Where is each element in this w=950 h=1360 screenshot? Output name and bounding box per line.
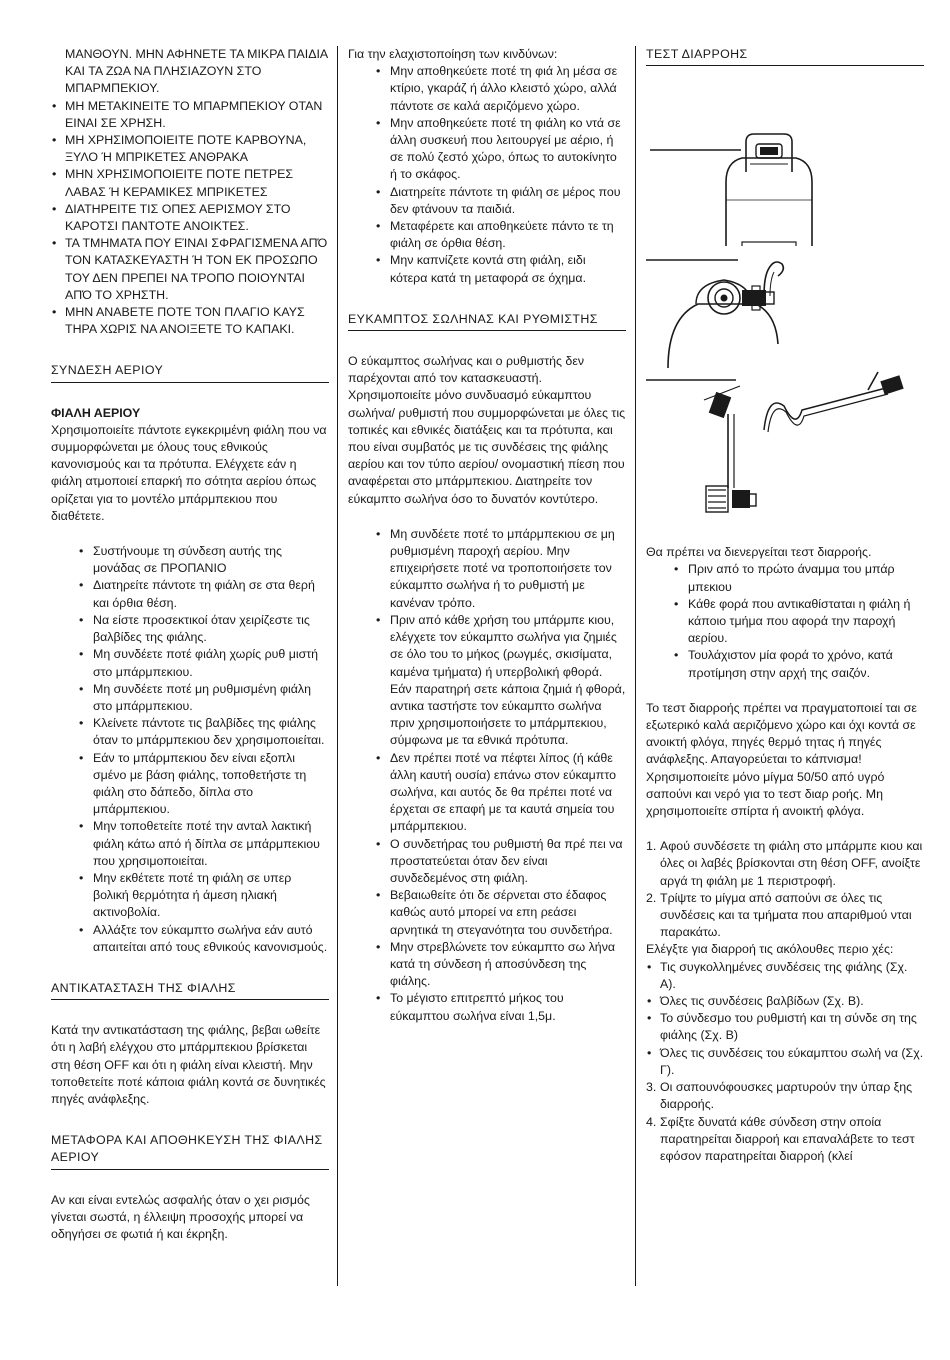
leak-test-text: Το τεστ διαρροής πρέπει να πραγματοποιεί ται σε εξωτερικό καλά αεριζόμενο χώρο και όχι κοντά σε ανοικτή φλόγα, πηγές θερμό τητας ή πηγές ανάφλεξης. Απαγορεύεται το κάπνισμα! Χρησιμοποιείτε μόνο μίγμα 50/50 από υγρό σαπούνι και νερό για το τεστ διαρ ροής. Μη χρησιμοποιείτε σπίρτα ή ανοικτή φλόγα. — [646, 700, 917, 819]
leak-when-item: • Πριν από το πρώτο άναμμα του μπάρ μπεκιου — [674, 561, 924, 595]
check-areas-text: Ελέγξτε για διαρροή τις ακόλουθες περιο χές: — [646, 942, 894, 957]
risk-item: • Διατηρείτε πάντοτε τη φιάλη σε μέρος που δεν φτάνουν τα παιδιά. — [376, 184, 626, 218]
safety-item-continued: ΜΑΝΘΟΥΝ. ΜΗΝ ΑΦΗΝΕΤΕ ΤΑ ΜΙΚΡΑ ΠΑΙΔΙΑ ΚΑΙ ΤΑ ΖΩΑ ΝΑ ΠΛΗΣΙΑΖΟΥΝ ΣΤΟ ΜΠΑΡΜΠΕΚΙΟΥ. — [65, 47, 328, 96]
hose-item: • Μη συνδέετε ποτέ το μπάρμπεκιου σε μη ρυθμισμένη παροχή αερίου. Μην επιχειρήσετε ποτέ να τροποποιήσετε τον εύκαμπτο σωλήνα ή το ρυθμιστή με κανέναν τρόπο. — [376, 526, 626, 612]
gas-bottle-item: • Αλλάξτε τον εύκαμπτο σωλήνα εάν αυτό απαιτείται από τους εθνικούς κανονισμούς. — [79, 922, 329, 956]
check-areas-list — [646, 959, 924, 1079]
leak-intro: Θα πρέπει να διενεργείται τεστ διαρροής. — [646, 545, 872, 560]
heading-leak-test: ΤΕΣΤ ΔΙΑΡΡΟΗΣ — [646, 46, 924, 66]
column-divider-1 — [337, 46, 338, 1286]
gas-bottle-list — [79, 543, 329, 956]
hose-assembly-figure — [646, 370, 924, 530]
risk-item: • Μην αποθηκεύετε ποτέ τη φιάλη κο ντά σε άλλη συσκευή που λειτουργεί με αέριο, ή σε πολύ ζεστό χώρο, όπως το αυτοκίνητο ή το σκάφος. — [376, 115, 626, 184]
heading-bottle-replacement: ΑΝΤΙΚΑΤΑΣΤΑΣΗ ΤΗΣ ΦΙΑΛΗΣ — [51, 980, 329, 1000]
gas-bottle-item: • Διατηρείτε πάντοτε τη φιάλη σε στα θερή και όρθια θέση. — [79, 577, 329, 611]
gas-bottle-figure — [646, 76, 924, 246]
leak-when-item: • Τουλάχιστον μία φορά το χρόνο, κατά προτίμηση στην αρχή της σαιζόν. — [674, 647, 924, 681]
bottle-replacement-text: Κατά την αντικατάσταση της φιάλης, βεβαι ωθείτε ότι η λαβή ελέγχου στο μπάρμπεκιου βρίσκεται στη θέση OFF και ότι η φιάλη είναι κλειστή. Μην τοποθετείτε ποτέ κάποια φιάλη κοντά σε δυνητικές πηγές ανάφλεξης. — [51, 1023, 326, 1106]
check-area-item: • Το σύνδεσμο του ρυθμιστή και τη σύνδε ση της φιάλης (Σχ. Β) — [646, 1010, 924, 1044]
gas-bottle-item: • Κλείνετε πάντοτε τις βαλβίδες της φιάλης όταν το μπάρμπεκιου δεν χρησιμοποιείται. — [79, 715, 329, 749]
hose-item: • Μην στρεβλώνετε τον εύκαμπτο σω λήνα κατά τη σύνδεση ή αποσύνδεση της φιάλης. — [376, 939, 626, 991]
leak-when-list — [674, 561, 924, 681]
safety-list — [51, 46, 329, 338]
risk-list — [376, 63, 626, 287]
gas-bottle-item: • Μη συνδέετε ποτέ φιάλη χωρίς ρυθ μιστή στο μπάρμπεκιου. — [79, 646, 329, 680]
risk-item: • Μην αποθηκεύετε ποτέ τη φιά λη μέσα σε κτίριο, γκαράζ ή άλλο κλειστό χώρο, αλλά πάντοτε σε καλά αεριζόμενο χώρο. — [376, 63, 626, 115]
column-left — [51, 46, 329, 1243]
gas-bottle-item: • Μη συνδέετε ποτέ μη ρυθμισμένη φιάλη στο μπάρμπεκιου. — [79, 681, 329, 715]
check-area-item: • Όλες τις συνδέσεις βαλβίδων (Σχ. Β). — [646, 993, 924, 1010]
safety-item: • ΜΗ ΧΡΗΣΙΜΟΠΟΙΕΙΤΕ ΠΟΤΕ ΚΑΡΒΟΥΝΑ, ΞΥΛΟ Ή ΜΠΡΙΚΕΤΕΣ ΑΝΘΡΑΚΑ — [51, 132, 329, 166]
valve-regulator-figure — [646, 248, 924, 368]
column-right — [646, 46, 924, 1165]
leak-steps-a — [646, 838, 924, 941]
leak-step: 1. Αφού συνδέσετε τη φιάλη στο μπάρμπε κιου και όλες οι λαβές βρίσκονται στη θέση OFF, ανοίξτε αργά τη φιάλη με 1 περιστροφή. — [646, 839, 923, 888]
safety-item: • ΜΗΝ ΑΝΑΒΕΤΕ ΠΟΤΕ ΤΟΝ ΠΛΑΓΙΟ ΚΑΥΣ ΤΗΡΑ ΧΩΡΙΣ ΝΑ ΑΝΟΙΞΕΤΕ ΤΟ ΚΑΠΑΚΙ. — [51, 304, 329, 338]
hose-item: • Δεν πρέπει ποτέ να πέφτει λίπος (ή κάθε άλλη καυτή ουσία) επάνω στον εύκαμπτο σωλήνα, και αυτός δε θα πρέπει ποτέ να έρχεται σε επαφή με τα καυτά σημεία του μπάρμπεκιου. — [376, 750, 626, 836]
leak-step: 4. Σφίξτε δυνατά κάθε σύνδεση στην οποία παρατηρείται διαρροή και επαναλάβετε το τεστ εφόσον παρατηρείται διαρροή (κλεί — [646, 1114, 915, 1163]
hose-regulator-text: Ο εύκαμπτος σωλήνας και ο ρυθμιστής δεν παρέχονται από τον κατασκευαστή. Χρησιμοποιείτε μόνο συνδυασμό εύκαμπτου σωλήνα/ ρυθμιστή που συμμορφώνεται με όλες τις τοπικές και εθνικές διατάξεις και τα πρότυπα, και που είναι συμβατός με τις συνδέσεις της φιάλης αερίου και τον τύπο αερίου/ ονομαστική πίεση που αναφέρεται στο μπάρμπεκιου. Διατηρείτε τον εύκαμπτο σωλήνα όσο το δυνατόν κοντύτερο. — [348, 354, 626, 506]
gas-bottle-item: • Μην τοποθετείτε ποτέ την ανταλ λακτική φιάλη κάτω από ή δίπλα σε μπάρμπεκιου που χρησιμοποιείται. — [79, 818, 329, 870]
column-divider-2 — [635, 46, 636, 1286]
leak-steps-b — [646, 1079, 924, 1165]
safety-item: • ΜΗΝ ΧΡΗΣΙΜΟΠΟΙΕΙΤΕ ΠΟΤΕ ΠΕΤΡΕΣ ΛΑΒΑΣ Ή ΚΕΡΑΜΙΚΕΣ ΜΠΡΙΚΕΤΕΣ — [51, 166, 329, 200]
hose-item: • Το μέγιστο επιτρεπτό μήκος του εύκαμπτου σωλήνα είναι 1,5μ. — [376, 990, 626, 1024]
column-middle — [348, 46, 626, 1025]
hose-item: • Βεβαιωθείτε ότι δε σέρνεται στο έδαφος καθώς αυτό μπορεί να επη ρεάσει αρνητικά τη στεγανότητα του συνδετήρα. — [376, 887, 626, 939]
leak-when-item: • Κάθε φορά που αντικαθίσταται η φιάλη ή κάποιο τμήμα που αφορά την παροχή αερίου. — [674, 596, 924, 648]
hose-list — [376, 526, 626, 1025]
risk-intro: Για την ελαχιστοποίηση των κινδύνων: — [348, 47, 558, 61]
gas-bottle-item: • Να είστε προσεκτικοί όταν χειρίζεστε τις βαλβίδες της φιάλης. — [79, 612, 329, 646]
leak-step: 2. Τρίψτε το μίγμα από σαπούνι σε όλες τις συνδέσεις και τα τμήματα που απαριθμού νται παρακάτω. — [646, 890, 912, 940]
gas-bottle-item: • Συστήνουμε τη σύνδεση αυτής της μονάδας σε ΠΡΟΠΑΝΙΟ — [79, 543, 329, 577]
risk-item: • Μην καπνίζετε κοντά στη φιάλη, ειδι κότερα κατά τη μεταφορά σε όχημα. — [376, 252, 626, 286]
risk-item: • Μεταφέρετε και αποθηκεύετε πάντο τε τη φιάλη σε όρθια θέση. — [376, 218, 626, 252]
safety-item: • ΜΗ ΜΕΤΑΚΙΝΕΙΤΕ ΤΟ ΜΠΑΡΜΠΕΚΙΟΥ ΟΤΑΝ ΕΙΝΑΙ ΣΕ ΧΡΗΣΗ. — [51, 98, 329, 132]
check-area-item: • Όλες τις συνδέσεις του εύκαμπτου σωλή να (Σχ. Γ). — [646, 1045, 924, 1079]
hose-item: • Πριν από κάθε χρήση του μπάρμπε κιου, ελέγχετε τον εύκαμπτο σωλήνα για ζημιές σε όλο του το μήκος (ρωγμές, σκισίματα, καμένα τμήματα) ή υπερβολική φθορά. Εάν παρατηρή σετε κάποια ζημιά ή φθορά, αντικα ταστήστε τον εύκαμπτο σωλήνα πριν χρησιμοποιήσετε το μπάρμπεκιου, σύμφωνα με τα εθνικά πρότυπα. — [376, 612, 626, 750]
safety-item: • ΤΑ ΤΜΗΜΑΤΑ ΠΟΥ ΕΊΝΑΙ ΣΦΡΑΓΙΣΜΕΝΑ ΑΠΌ ΤΟΝ ΚΑΤΑΣΚΕΥΑΣΤΗ Ή ΤΟΝ ΕΚ ΠΡΟΣΩΠΟ ΤΟΥ ΔΕΝ ΠΡΕΠΕΙ ΝΑ ΤΡΟΠΟ ΠΟΙΟΥΝΤΑΙ ΑΠΌ ΤΟ ΧΡΗΣΤΗ. — [51, 235, 329, 304]
heading-hose-regulator: ΕΥΚΑΜΠΤΟΣ ΣΩΛΗΝΑΣ ΚΑΙ ΡΥΘΜΙΣΤΗΣ — [348, 311, 626, 331]
safety-item: • ΔΙΑΤΗΡΕΙΤΕ ΤΙΣ ΟΠΕΣ ΑΕΡΙΣΜΟΥ ΣΤΟ ΚΑΡΟΤΣΙ ΠΑΝΤΟΤΕ ΑΝΟΙΚΤΕΣ. — [51, 201, 329, 235]
hose-item: • Ο συνδετήρας του ρυθμιστή θα πρέ πει να προστατεύεται όταν δεν είναι συνδεδεμένος στη φιάλη. — [376, 836, 626, 888]
subheading-gas-bottle: ΦΙΑΛΗ ΑΕΡΙΟΥ — [51, 405, 141, 420]
gas-bottle-item: • Μην εκθέτετε ποτέ τη φιάλη σε υπερ βολική θερμότητα ή άμεση ηλιακή ακτινοβολία. — [79, 870, 329, 922]
check-area-item: • Τις συγκολλημένες συνδέσεις της φιάλης (Σχ. Α). — [646, 959, 924, 993]
gas-bottle-text: Χρησιμοποιείτε πάντοτε εγκεκριμένη φιάλη που να συμμορφώνεται με όλους τους εθνικούς κανονισμούς και τα πρότυπα. Ελέγχετε εάν η φιάλη ατμοποιεί επαρκή πο σότητα αερίου όπως ορίζεται για το μοντέλο μπάρμπεκιου που διαθέτετε. — [51, 422, 327, 523]
heading-transport-storage: ΜΕΤΑΦΟΡΑ ΚΑΙ ΑΠΟΘΗΚΕΥΣΗ ΤΗΣ ΦΙΑΛΗΣ ΑΕΡΙΟΥ — [51, 1132, 329, 1169]
leak-step: 3. Οι σαπουνόφουσκες μαρτυρούν την ύπαρ ξης διαρροής. — [646, 1080, 913, 1112]
heading-gas-connection: ΣΥΝΔΕΣΗ ΑΕΡΙΟΥ — [51, 362, 329, 382]
transport-storage-text: Αν και είναι εντελώς ασφαλής όταν ο χει ρισμός γίνεται σωστά, η έλλειψη προσοχής μπορεί να οδηγήσει σε φωτιά ή και έκρηξη. — [51, 1192, 310, 1241]
gas-bottle-item: • Εάν το μπάρμπεκιου δεν είναι εξοπλι σμένο με βάση φιάλης, τοποθετήστε τη φιάλη στο δάπεδο, δίπλα στο μπάρμπεκιου. — [79, 750, 329, 819]
